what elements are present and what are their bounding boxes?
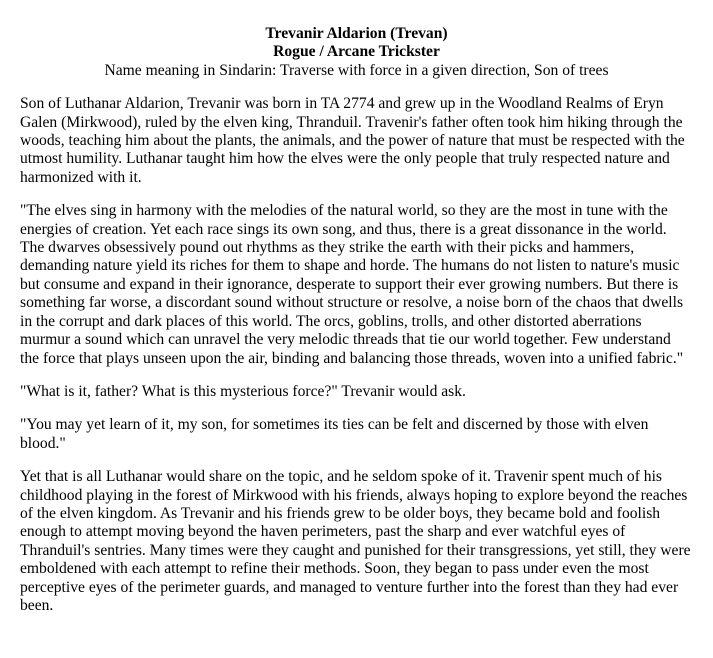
character-name: Trevanir Aldarion (Trevan) xyxy=(265,25,448,42)
character-class: Rogue / Arcane Trickster xyxy=(273,43,440,61)
paragraph-childhood: Yet that is all Luthanar would share on the topic, and he seldom spoke of it. Travenir spent much of his childhood playing in the forest of Mirkwood with his friends, always hoping to explore beyond the reaches of the elven kingdom. As Trevanir and his friends grew to be older boys, they became bold and foolish enough to attempt moving beyond the haven perimeters, past the sharp and ever watchful eyes of Thranduil's sentries. Many times were they caught and punished for their transgressions, yet still, they were emboldened with each attempt to refine their methods. Soon, they began to pass under even the most perceptive eyes of the perimeter guards, and managed to venture further into the forest than they had ever been. xyxy=(20,468,691,614)
paragraph-answer: "You may yet learn of it, my son, for sometimes its ties can be felt and discerned by those with elven blood." xyxy=(20,416,649,452)
name-meaning: Name meaning in Sindarin: Traverse with force in a given direction, Son of trees xyxy=(104,61,609,79)
paragraph-quote-elves: "The elves sing in harmony with the melodies of the natural world, so they are the most in tune with the energies of creation. Yet each race sings its own song, and thus, there is a great dissonance in the world. The dwarves obsessively pound out rhythms as they strike the earth with their picks and hammers, demanding nature yield its riches for them to shape and horde. The humans do not listen to nature's music but consume and expand in their ignorance, desperate to support their ever growing numbers. But there is something far worse, a discordant sound without structure or resolve, a noise born of the chaos that dwells in the corrupt and dark places of this world. The orcs, goblins, trolls, and other distorted aberrations murmur a sound which can unravel the very melodic threads that tie our world together. Few understand the force that plays unseen upon the air, binding and balancing those threads, woven into a unified fabric." xyxy=(20,202,684,367)
paragraph-background: Son of Luthanar Aldarion, Trevanir was born in TA 2774 and grew up in the Woodland Realms of Eryn Galen (Mirkwood), ruled by the elven king, Thranduil. Travenir's father often took him hiking through the woods, teaching him about the plants, the animals, and the power of nature that must be respected with the utmost humility. Luthanar taught him how the elves were the only people that truly respected nature and harmonized with it. xyxy=(20,95,685,186)
character-header xyxy=(20,25,693,80)
paragraph-question: "What is it, father? What is this mysterious force?" Trevanir would ask. xyxy=(20,382,466,400)
